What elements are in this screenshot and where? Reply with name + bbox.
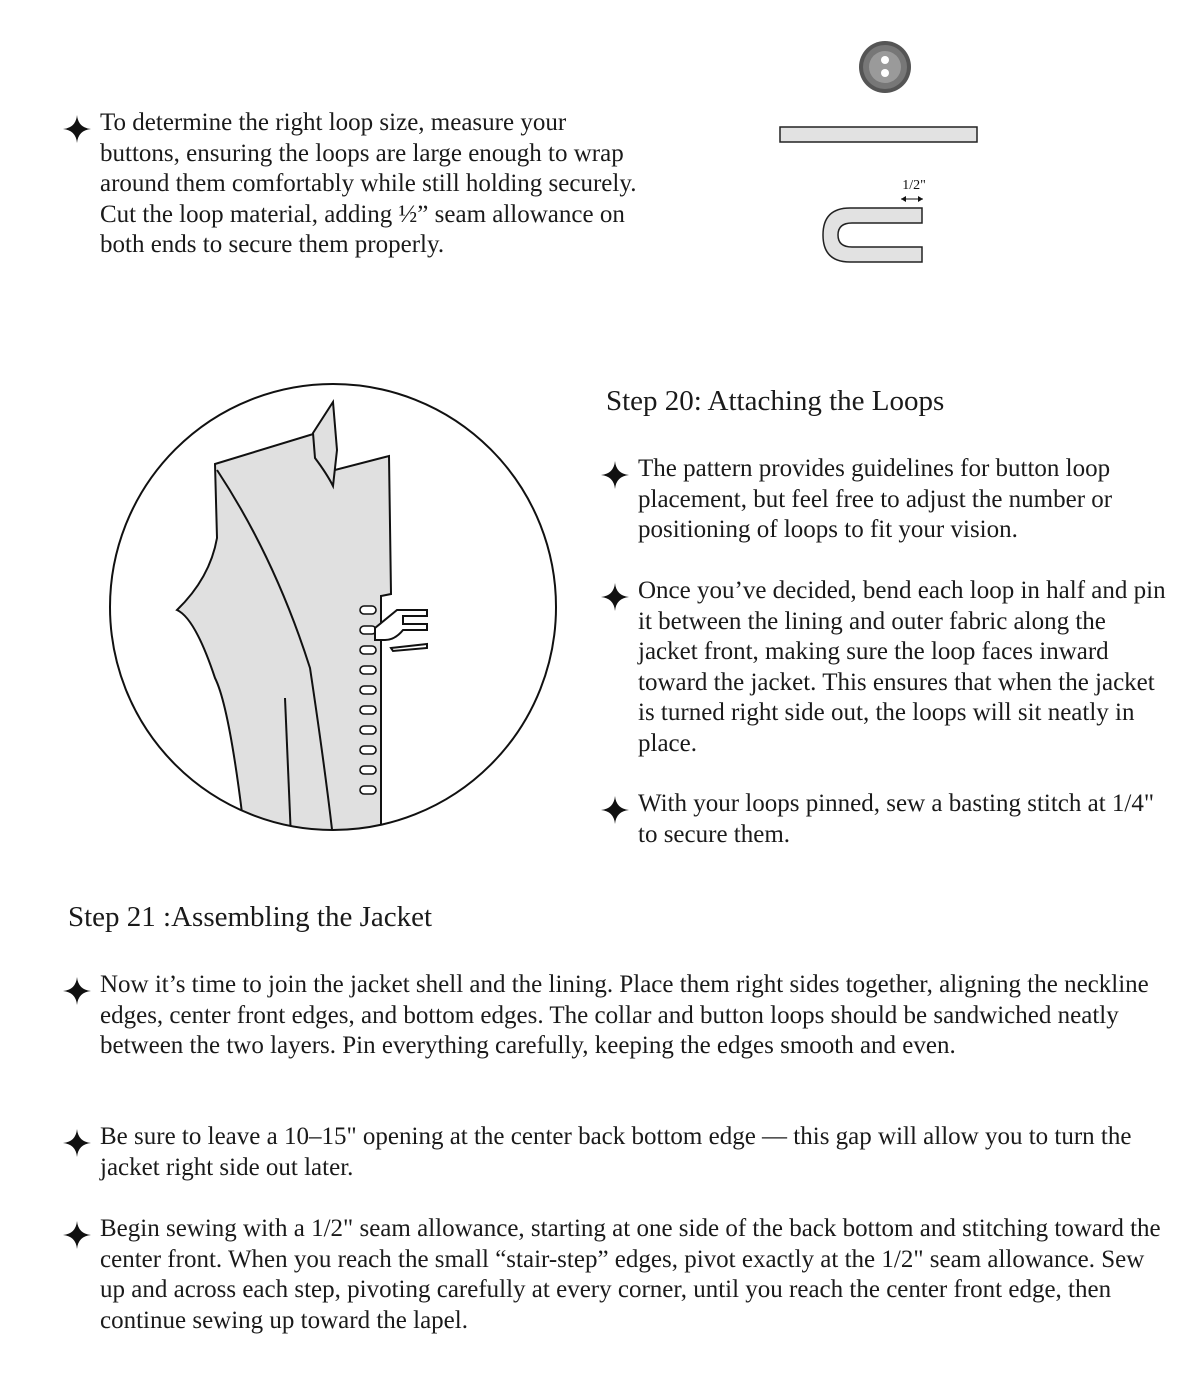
- step-21-bullet: [62, 970, 1172, 1062]
- star-bullet-icon: [600, 795, 632, 825]
- loop-size-diagram: [770, 40, 990, 270]
- measurement-label: 1/2": [902, 178, 926, 193]
- star-bullet-icon: [62, 1128, 94, 1158]
- step-21-bullet-text: Now it’s time to join the jacket shell and the lining. Place them right sides together, aligning the neckline edges, center front edges, and bottom edges. The collar and button loops should be sandwiched neatly between the two layers. Pin everything carefully, keeping the edges smooth and even.: [100, 971, 1149, 1059]
- step-21-bullet-text: Begin sewing with a 1/2" seam allowance, starting at one side of the back bottom and stitching toward the center front. When you reach the small “stair-step” edges, pivot exactly at the 1/2" seam allowance. Sew up and across each step, pivoting carefully at every corner, until you reach the center front edge, then continue sewing up toward the lapel.: [100, 1215, 1161, 1334]
- step-20-bullet-text: The pattern provides guidelines for button loop placement, but feel free to adjust the number or positioning of loops to fit your vision.: [638, 455, 1113, 543]
- presser-foot-icon: [375, 610, 427, 651]
- step-20-bullet: [600, 789, 1170, 850]
- step-21-bullet-text: Be sure to leave a 10–15" opening at the center back bottom edge — this gap will allow you to turn the jacket right side out later.: [100, 1123, 1132, 1181]
- step-21-bullet: [62, 1214, 1172, 1336]
- star-bullet-icon: [600, 582, 632, 612]
- star-bullet-icon: [62, 976, 94, 1006]
- button-icon: [859, 41, 911, 93]
- step-20-bullet: [600, 454, 1170, 546]
- intro-bullet: [62, 108, 652, 261]
- intro-bullet-text: To determine the right loop size, measure your buttons, ensuring the loops are large enough to wrap around them comfortably while still holding securely. Cut the loop material, adding ½” seam allowance on both ends to secure them properly.: [100, 109, 637, 258]
- step-20-heading: Step 20: Attaching the Loops: [606, 385, 945, 417]
- jacket-front-panel: [177, 428, 391, 838]
- step-20-bullet: [600, 576, 1170, 759]
- jacket-front-illustration: [105, 378, 565, 838]
- star-bullet-icon: [600, 460, 632, 490]
- step-20-bullet-text: Once you’ve decided, bend each loop in half and pin it between the lining and outer fabric along the jacket front, making sure the loop faces inward toward the jacket. This ensures that when the jacket is turned right side out, the loops will sit neatly in place.: [638, 577, 1166, 757]
- step-21-heading: Step 21 :Assembling the Jacket: [68, 901, 433, 933]
- step-21-bullet: [62, 1122, 1172, 1183]
- star-bullet-icon: [62, 1220, 94, 1250]
- measurement-arrow-icon: [901, 196, 923, 202]
- bent-loop: [823, 208, 922, 262]
- loop-strip: [780, 127, 977, 142]
- star-bullet-icon: [62, 114, 94, 144]
- step-20-bullet-text: With your loops pinned, sew a basting stitch at 1/4" to secure them.: [638, 790, 1155, 848]
